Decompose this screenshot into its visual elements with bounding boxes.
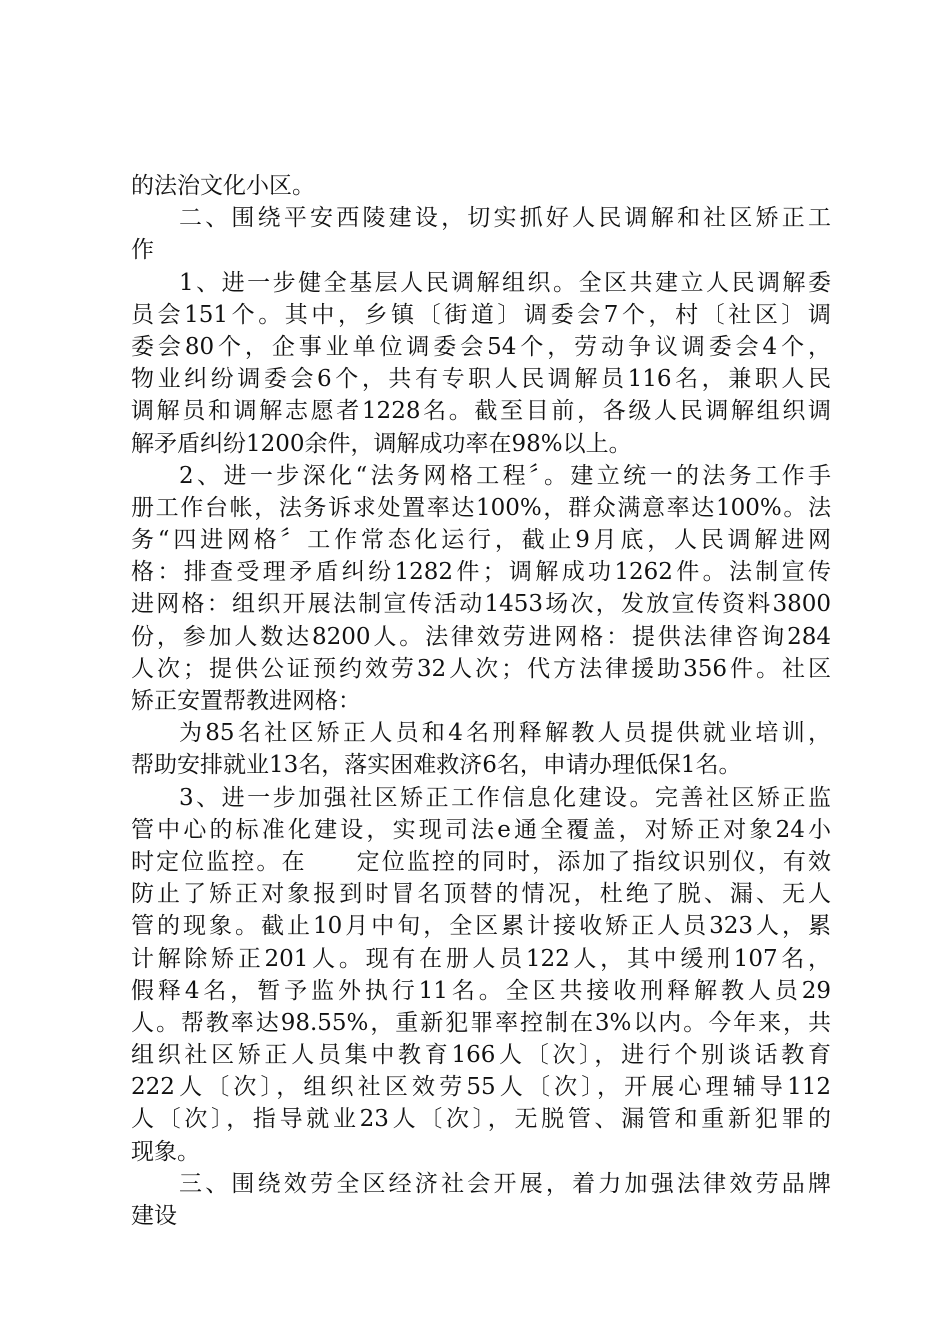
text-line: 三、围绕效劳全区经济社会开展，着力加强法律效劳品牌 <box>179 1170 831 1197</box>
text-line: 组织社区矫正人员集中教育166人〔次〕，进行个别谈话教育 <box>131 1042 831 1069</box>
document-body <box>131 170 831 1232</box>
text-line: 时定位监控。在 定位监控的同时，添加了指纹识别仪，有效 <box>131 848 831 875</box>
text-line: 管中心的标准化建设，实现司法e通全覆盖，对矫正对象24小 <box>131 816 831 843</box>
text-line: 委会80个，企事业单位调委会54个，劳动争议调委会4个， <box>131 333 831 360</box>
text-line: 解矛盾纠纷1200余件，调解成功率在98%以上。 <box>131 430 632 457</box>
text-line: 管的现象。截止10月中旬，全区累计接收矫正人员323人，累 <box>131 913 831 940</box>
text-line: 矫正安置帮教进网格： <box>131 688 361 714</box>
text-line: 假释4名，暂予监外执行11名。全区共接收刑释解教人员29 <box>131 977 831 1004</box>
text-line: 人〔次〕，指导就业23人〔次〕，无脱管、漏管和重新犯罪的 <box>131 1106 831 1133</box>
text-line: 建设 <box>131 1203 177 1229</box>
text-line: 1、进一步健全基层人民调解组织。全区共建立人民调解委 <box>179 269 831 296</box>
text-line: 册工作台帐，法务诉求处置率达100%，群众满意率达100%。法 <box>131 494 831 521</box>
text-line: 现象。 <box>131 1138 200 1165</box>
text-line: 防止了矫正对象报到时冒名顶替的情况，杜绝了脱、漏、无人 <box>131 881 831 908</box>
text-line: 2、进一步深化“法务网格工程〞。建立统一的法务工作手 <box>179 462 831 489</box>
text-line: 222人〔次〕，组织社区效劳55人〔次〕，开展心理辅导112 <box>131 1074 831 1101</box>
text-line: 物业纠纷调委会6个，共有专职人民调解员116名，兼职人民 <box>131 366 831 393</box>
text-line: 的法治文化小区。 <box>131 173 315 199</box>
text-line: 作 <box>131 237 154 264</box>
text-line: 为85名社区矫正人员和4名刑释解教人员提供就业培训， <box>179 720 831 747</box>
text-line: 计解除矫正201人。现有在册人员122人，其中缓刑107名， <box>131 945 831 972</box>
text-line: 务“四进网格〞工作常态化运行，截止9月底，人民调解进网 <box>131 527 831 554</box>
text-line: 员会151个。其中，乡镇〔街道〕调委会7个，村〔社区〕调 <box>131 301 831 328</box>
text-line: 人次；提供公证预约效劳32人次；代方法律援助356件。社区 <box>131 655 831 682</box>
text-line: 人。帮教率达98.55%，重新犯罪率控制在3%以内。今年来，共 <box>131 1009 831 1036</box>
text-line: 份，参加人数达8200人。法律效劳进网格：提供法律咨询284 <box>131 623 831 650</box>
text-line: 格：排查受理矛盾纠纷1282件；调解成功1262件。法制宣传 <box>131 559 831 586</box>
text-line: 调解员和调解志愿者1228名。截至目前，各级人民调解组织调 <box>131 398 831 425</box>
text-line: 二、围绕平安西陵建设，切实抓好人民调解和社区矫正工 <box>179 205 831 232</box>
text-line: 3、进一步加强社区矫正工作信息化建设。完善社区矫正监 <box>179 784 831 811</box>
text-line: 帮助安排就业13名，落实困难救济6名，申请办理低保1名。 <box>131 752 742 779</box>
text-line: 进网格：组织开展法制宣传活动1453场次，发放宣传资料3800 <box>131 591 831 618</box>
